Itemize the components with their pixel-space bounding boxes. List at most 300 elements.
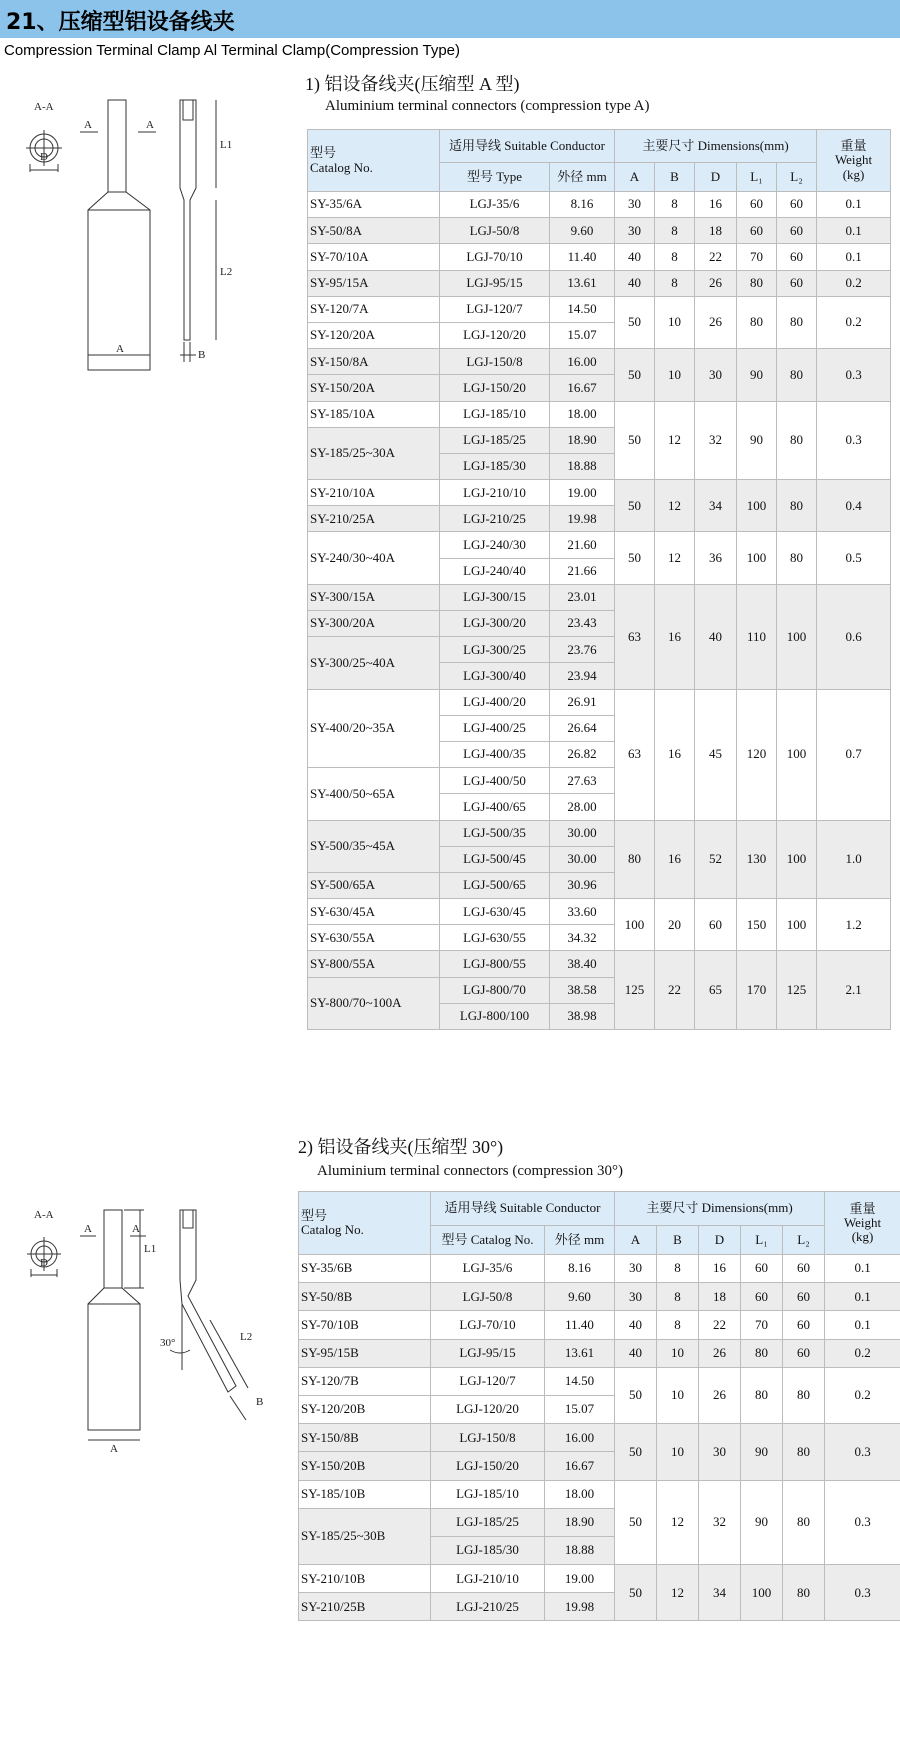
dim-l2-cell: 60 xyxy=(777,270,817,296)
header-weight: 重量 Weight (kg) xyxy=(817,130,891,192)
catalog-cell: SY-400/50~65A xyxy=(308,768,440,820)
dim-w-cell: 0.1 xyxy=(825,1255,900,1283)
conductor-type-cell: LGJ-210/25 xyxy=(440,506,550,532)
svg-text:L1: L1 xyxy=(144,1243,157,1255)
dim-w-cell: 0.3 xyxy=(825,1565,900,1621)
diameter-cell: 38.40 xyxy=(550,951,615,977)
table-row xyxy=(308,349,891,375)
table-row xyxy=(308,480,891,506)
conductor-type-cell: LGJ-630/45 xyxy=(440,899,550,925)
catalog-cell: SY-300/20A xyxy=(308,611,440,637)
diameter-cell: 16.00 xyxy=(550,349,615,375)
catalog-cell: SY-150/20A xyxy=(308,375,440,401)
diameter-cell: 21.66 xyxy=(550,558,615,584)
conductor-type-cell: LGJ-500/35 xyxy=(440,820,550,846)
table-row xyxy=(308,951,891,977)
dim-d-cell: 26 xyxy=(699,1367,741,1423)
header-a: A xyxy=(615,1226,657,1255)
table-row xyxy=(308,899,891,925)
header-type: 型号 Type xyxy=(440,163,550,192)
dim-d-cell: 16 xyxy=(695,192,737,218)
catalog-cell: SY-150/20B xyxy=(299,1452,431,1480)
svg-text:A: A xyxy=(132,1223,140,1235)
dim-b-cell: 12 xyxy=(655,532,695,584)
page-subtitle: Compression Terminal Clamp Al Terminal Clamp(Compression Type) xyxy=(4,42,460,59)
dim-l2-cell: 80 xyxy=(783,1367,825,1423)
dim-b-cell: 20 xyxy=(655,899,695,951)
dim-b-cell: 10 xyxy=(657,1339,699,1367)
dim-w-cell: 0.2 xyxy=(817,270,891,296)
diameter-cell: 30.00 xyxy=(550,820,615,846)
header-diameter: 外径 mm xyxy=(545,1226,615,1255)
dim-l2-cell: 80 xyxy=(777,349,817,401)
conductor-type-cell: LGJ-500/45 xyxy=(440,846,550,872)
table-row xyxy=(299,1424,900,1452)
dim-a-cell: 63 xyxy=(615,689,655,820)
dim-l1-cell: 110 xyxy=(737,584,777,689)
dim-b-cell: 16 xyxy=(655,689,695,820)
dim-l1-cell: 90 xyxy=(737,349,777,401)
dim-l2-cell: 80 xyxy=(777,401,817,480)
diameter-cell: 15.07 xyxy=(550,322,615,348)
dim-a-cell: 50 xyxy=(615,349,655,401)
dim-d-cell: 18 xyxy=(695,218,737,244)
diameter-cell: 19.00 xyxy=(550,480,615,506)
header-type: 型号 Catalog No. xyxy=(431,1226,545,1255)
diameter-cell: 21.60 xyxy=(550,532,615,558)
conductor-type-cell: LGJ-120/7 xyxy=(431,1367,545,1395)
table-row xyxy=(308,270,891,296)
dim-l1-cell: 170 xyxy=(737,951,777,1030)
dim-b-cell: 10 xyxy=(657,1367,699,1423)
dim-l2-cell: 80 xyxy=(777,480,817,532)
catalog-cell: SY-210/25B xyxy=(299,1593,431,1621)
table2-subtitle: Aluminium terminal connectors (compression 30°) xyxy=(317,1163,623,1179)
table1-subtitle: Aluminium terminal connectors (compression type A) xyxy=(325,98,650,114)
svg-text:D: D xyxy=(40,1257,48,1269)
catalog-cell: SY-150/8A xyxy=(308,349,440,375)
svg-text:A: A xyxy=(84,119,92,131)
conductor-type-cell: LGJ-185/25 xyxy=(440,427,550,453)
table-row xyxy=(299,1565,900,1593)
conductor-type-cell: LGJ-800/55 xyxy=(440,951,550,977)
catalog-cell: SY-185/10A xyxy=(308,401,440,427)
svg-text:30°: 30° xyxy=(160,1337,176,1349)
diameter-cell: 19.98 xyxy=(545,1593,615,1621)
catalog-cell: SY-120/7A xyxy=(308,296,440,322)
header-l2: L₂ xyxy=(783,1226,825,1255)
dim-d-cell: 40 xyxy=(695,584,737,689)
header-d: D xyxy=(695,163,737,192)
table-row xyxy=(308,689,891,715)
diameter-cell: 16.00 xyxy=(545,1424,615,1452)
svg-text:A: A xyxy=(110,1443,118,1455)
dim-b-cell: 12 xyxy=(657,1480,699,1565)
dim-w-cell: 0.7 xyxy=(817,689,891,820)
dim-l2-cell: 80 xyxy=(783,1424,825,1480)
header-dimensions: 主要尺寸 Dimensions(mm) xyxy=(615,130,817,163)
diameter-cell: 26.82 xyxy=(550,741,615,767)
diameter-cell: 8.16 xyxy=(545,1255,615,1283)
table-row xyxy=(299,1367,900,1395)
dim-l1-cell: 80 xyxy=(741,1367,783,1423)
dim-d-cell: 22 xyxy=(699,1311,741,1339)
catalog-cell: SY-185/25~30B xyxy=(299,1508,431,1564)
catalog-cell: SY-630/55A xyxy=(308,925,440,951)
header-diameter: 外径 mm xyxy=(550,163,615,192)
diameter-cell: 19.98 xyxy=(550,506,615,532)
dim-a-cell: 50 xyxy=(615,1367,657,1423)
conductor-type-cell: LGJ-120/20 xyxy=(431,1395,545,1423)
table-row xyxy=(308,244,891,270)
dim-l1-cell: 90 xyxy=(737,401,777,480)
dim-a-cell: 50 xyxy=(615,401,655,480)
diameter-cell: 13.61 xyxy=(545,1339,615,1367)
header-catalog: 型号 Catalog No. xyxy=(299,1192,431,1255)
header-b: B xyxy=(655,163,695,192)
diameter-cell: 34.32 xyxy=(550,925,615,951)
diameter-cell: 15.07 xyxy=(545,1395,615,1423)
dim-w-cell: 0.3 xyxy=(825,1424,900,1480)
header-conductor: 适用导线 Suitable Conductor xyxy=(440,130,615,163)
dim-w-cell: 2.1 xyxy=(817,951,891,1030)
diameter-cell: 18.88 xyxy=(545,1536,615,1564)
dim-d-cell: 30 xyxy=(695,349,737,401)
dim-w-cell: 0.1 xyxy=(817,244,891,270)
catalog-cell: SY-240/30~40A xyxy=(308,532,440,584)
table-row xyxy=(299,1480,900,1508)
svg-text:A-A: A-A xyxy=(34,1209,54,1221)
diameter-cell: 18.00 xyxy=(550,401,615,427)
diameter-cell: 27.63 xyxy=(550,768,615,794)
dim-w-cell: 0.1 xyxy=(825,1311,900,1339)
dim-w-cell: 0.1 xyxy=(825,1283,900,1311)
dim-b-cell: 16 xyxy=(655,584,695,689)
dim-b-cell: 8 xyxy=(657,1255,699,1283)
header-catalog: 型号 Catalog No. xyxy=(308,130,440,192)
dim-a-cell: 63 xyxy=(615,584,655,689)
dim-l2-cell: 60 xyxy=(783,1311,825,1339)
diameter-cell: 28.00 xyxy=(550,794,615,820)
dim-d-cell: 34 xyxy=(695,480,737,532)
dim-w-cell: 0.1 xyxy=(817,218,891,244)
dim-l2-cell: 60 xyxy=(783,1339,825,1367)
dim-w-cell: 0.2 xyxy=(825,1339,900,1367)
conductor-type-cell: LGJ-120/20 xyxy=(440,322,550,348)
dim-a-cell: 40 xyxy=(615,1339,657,1367)
conductor-type-cell: LGJ-185/10 xyxy=(440,401,550,427)
dim-a-cell: 125 xyxy=(615,951,655,1030)
dim-l1-cell: 80 xyxy=(737,270,777,296)
catalog-cell: SY-150/8B xyxy=(299,1424,431,1452)
dim-l1-cell: 80 xyxy=(737,296,777,348)
dim-b-cell: 10 xyxy=(655,296,695,348)
dim-b-cell: 12 xyxy=(655,401,695,480)
catalog-cell: SY-500/65A xyxy=(308,872,440,898)
conductor-type-cell: LGJ-185/10 xyxy=(431,1480,545,1508)
diameter-cell: 26.91 xyxy=(550,689,615,715)
table-row xyxy=(308,584,891,610)
dim-d-cell: 36 xyxy=(695,532,737,584)
dim-b-cell: 10 xyxy=(655,349,695,401)
header-l1: L₁ xyxy=(741,1226,783,1255)
dim-l1-cell: 90 xyxy=(741,1480,783,1565)
table-row xyxy=(308,532,891,558)
dim-a-cell: 80 xyxy=(615,820,655,899)
conductor-type-cell: LGJ-150/8 xyxy=(440,349,550,375)
conductor-type-cell: LGJ-400/65 xyxy=(440,794,550,820)
catalog-cell: SY-185/25~30A xyxy=(308,427,440,479)
dim-l2-cell: 80 xyxy=(777,532,817,584)
diameter-cell: 33.60 xyxy=(550,899,615,925)
dim-a-cell: 30 xyxy=(615,192,655,218)
catalog-cell: SY-120/20B xyxy=(299,1395,431,1423)
header-a: A xyxy=(615,163,655,192)
diameter-cell: 19.00 xyxy=(545,1565,615,1593)
svg-text:A-A: A-A xyxy=(34,101,54,113)
conductor-type-cell: LGJ-95/15 xyxy=(440,270,550,296)
table2-title: 2) 铝设备线夹(压缩型 30°) xyxy=(298,1137,504,1157)
dim-d-cell: 52 xyxy=(695,820,737,899)
dim-w-cell: 1.2 xyxy=(817,899,891,951)
dim-w-cell: 1.0 xyxy=(817,820,891,899)
header-weight: 重量 Weight (kg) xyxy=(825,1192,900,1255)
catalog-cell: SY-120/20A xyxy=(308,322,440,348)
conductor-type-cell: LGJ-500/65 xyxy=(440,872,550,898)
conductor-type-cell: LGJ-120/7 xyxy=(440,296,550,322)
diameter-cell: 16.67 xyxy=(550,375,615,401)
table-row xyxy=(299,1283,900,1311)
catalog-cell: SY-35/6B xyxy=(299,1255,431,1283)
diameter-cell: 38.58 xyxy=(550,977,615,1003)
spec-table-type-a xyxy=(307,129,891,1030)
dim-l2-cell: 80 xyxy=(777,296,817,348)
header-d: D xyxy=(699,1226,741,1255)
table-row xyxy=(299,1339,900,1367)
conductor-type-cell: LGJ-35/6 xyxy=(440,192,550,218)
conductor-type-cell: LGJ-400/20 xyxy=(440,689,550,715)
catalog-cell: SY-185/10B xyxy=(299,1480,431,1508)
catalog-cell: SY-210/10A xyxy=(308,480,440,506)
diameter-cell: 11.40 xyxy=(550,244,615,270)
conductor-type-cell: LGJ-70/10 xyxy=(440,244,550,270)
dim-a-cell: 30 xyxy=(615,1255,657,1283)
spec-table-type-30 xyxy=(298,1191,900,1621)
conductor-type-cell: LGJ-300/15 xyxy=(440,584,550,610)
dim-b-cell: 8 xyxy=(657,1311,699,1339)
catalog-cell: SY-95/15A xyxy=(308,270,440,296)
dim-a-cell: 30 xyxy=(615,1283,657,1311)
catalog-cell: SY-400/20~35A xyxy=(308,689,440,768)
table-row xyxy=(308,820,891,846)
conductor-type-cell: LGJ-150/8 xyxy=(431,1424,545,1452)
diameter-cell: 16.67 xyxy=(545,1452,615,1480)
dim-l1-cell: 90 xyxy=(741,1424,783,1480)
dim-d-cell: 26 xyxy=(695,296,737,348)
catalog-cell: SY-800/70~100A xyxy=(308,977,440,1029)
dim-l1-cell: 60 xyxy=(741,1283,783,1311)
dim-b-cell: 8 xyxy=(657,1283,699,1311)
catalog-cell: SY-210/25A xyxy=(308,506,440,532)
catalog-cell: SY-50/8B xyxy=(299,1283,431,1311)
diameter-cell: 23.76 xyxy=(550,637,615,663)
table-row xyxy=(299,1311,900,1339)
conductor-type-cell: LGJ-50/8 xyxy=(440,218,550,244)
dim-b-cell: 8 xyxy=(655,244,695,270)
conductor-type-cell: LGJ-95/15 xyxy=(431,1339,545,1367)
diameter-cell: 30.96 xyxy=(550,872,615,898)
conductor-type-cell: LGJ-185/30 xyxy=(440,453,550,479)
dim-a-cell: 40 xyxy=(615,1311,657,1339)
diameter-cell: 9.60 xyxy=(545,1283,615,1311)
header-conductor: 适用导线 Suitable Conductor xyxy=(431,1192,615,1226)
diameter-cell: 26.64 xyxy=(550,715,615,741)
dim-l2-cell: 125 xyxy=(777,951,817,1030)
drawing-type-a xyxy=(0,90,300,410)
dim-l2-cell: 60 xyxy=(777,244,817,270)
dim-w-cell: 0.3 xyxy=(817,349,891,401)
diameter-cell: 23.01 xyxy=(550,584,615,610)
diameter-cell: 18.90 xyxy=(545,1508,615,1536)
dim-b-cell: 12 xyxy=(655,480,695,532)
dim-l1-cell: 120 xyxy=(737,689,777,820)
svg-text:B: B xyxy=(198,349,206,361)
svg-text:A: A xyxy=(116,343,124,355)
catalog-cell: SY-70/10A xyxy=(308,244,440,270)
conductor-type-cell: LGJ-300/25 xyxy=(440,637,550,663)
dim-l1-cell: 60 xyxy=(737,218,777,244)
dim-d-cell: 30 xyxy=(699,1424,741,1480)
catalog-cell: SY-300/15A xyxy=(308,584,440,610)
conductor-type-cell: LGJ-210/25 xyxy=(431,1593,545,1621)
dim-l1-cell: 60 xyxy=(737,192,777,218)
diameter-cell: 14.50 xyxy=(550,296,615,322)
header-dimensions: 主要尺寸 Dimensions(mm) xyxy=(615,1192,825,1226)
conductor-type-cell: LGJ-300/20 xyxy=(440,611,550,637)
table-row xyxy=(299,1255,900,1283)
table-row xyxy=(308,296,891,322)
diameter-cell: 11.40 xyxy=(545,1311,615,1339)
dim-l2-cell: 60 xyxy=(783,1283,825,1311)
dim-w-cell: 0.2 xyxy=(817,296,891,348)
catalog-cell: SY-50/8A xyxy=(308,218,440,244)
dim-l2-cell: 100 xyxy=(777,820,817,899)
drawing-type-30 xyxy=(0,1200,300,1460)
dim-w-cell: 0.5 xyxy=(817,532,891,584)
conductor-type-cell: LGJ-185/25 xyxy=(431,1508,545,1536)
dim-d-cell: 32 xyxy=(695,401,737,480)
dim-l2-cell: 60 xyxy=(777,192,817,218)
diameter-cell: 23.94 xyxy=(550,663,615,689)
dim-a-cell: 40 xyxy=(615,270,655,296)
conductor-type-cell: LGJ-240/40 xyxy=(440,558,550,584)
dim-l2-cell: 80 xyxy=(783,1565,825,1621)
dim-a-cell: 50 xyxy=(615,1480,657,1565)
diameter-cell: 8.16 xyxy=(550,192,615,218)
dim-l2-cell: 80 xyxy=(783,1480,825,1565)
table-row xyxy=(308,401,891,427)
dim-a-cell: 50 xyxy=(615,1424,657,1480)
catalog-cell: SY-300/25~40A xyxy=(308,637,440,689)
diameter-cell: 13.61 xyxy=(550,270,615,296)
dim-l2-cell: 100 xyxy=(777,584,817,689)
dim-l1-cell: 100 xyxy=(737,532,777,584)
dim-a-cell: 30 xyxy=(615,218,655,244)
dim-b-cell: 22 xyxy=(655,951,695,1030)
dim-a-cell: 40 xyxy=(615,244,655,270)
catalog-cell: SY-70/10B xyxy=(299,1311,431,1339)
dim-l1-cell: 130 xyxy=(737,820,777,899)
header-l2: L₂ xyxy=(777,163,817,192)
conductor-type-cell: LGJ-150/20 xyxy=(440,375,550,401)
dim-a-cell: 50 xyxy=(615,1565,657,1621)
diameter-cell: 30.00 xyxy=(550,846,615,872)
diameter-cell: 18.00 xyxy=(545,1480,615,1508)
dim-l1-cell: 70 xyxy=(737,244,777,270)
dim-l2-cell: 100 xyxy=(777,689,817,820)
conductor-type-cell: LGJ-150/20 xyxy=(431,1452,545,1480)
conductor-type-cell: LGJ-300/40 xyxy=(440,663,550,689)
svg-text:A: A xyxy=(84,1223,92,1235)
dim-l1-cell: 80 xyxy=(741,1339,783,1367)
conductor-type-cell: LGJ-800/70 xyxy=(440,977,550,1003)
conductor-type-cell: LGJ-185/30 xyxy=(431,1536,545,1564)
dim-d-cell: 26 xyxy=(699,1339,741,1367)
dim-l2-cell: 100 xyxy=(777,899,817,951)
svg-text:L1: L1 xyxy=(220,139,233,151)
conductor-type-cell: LGJ-400/50 xyxy=(440,768,550,794)
dim-w-cell: 0.6 xyxy=(817,584,891,689)
page-title: 21、压缩型铝设备线夹 xyxy=(6,10,235,35)
dim-a-cell: 100 xyxy=(615,899,655,951)
svg-text:L2: L2 xyxy=(240,1331,253,1343)
table-row xyxy=(308,218,891,244)
dim-d-cell: 16 xyxy=(699,1255,741,1283)
catalog-cell: SY-630/45A xyxy=(308,899,440,925)
conductor-type-cell: LGJ-210/10 xyxy=(440,480,550,506)
dim-l2-cell: 60 xyxy=(777,218,817,244)
diameter-cell: 23.43 xyxy=(550,611,615,637)
catalog-cell: SY-35/6A xyxy=(308,192,440,218)
dim-l1-cell: 60 xyxy=(741,1255,783,1283)
header-l1: L₁ xyxy=(737,163,777,192)
catalog-cell: SY-95/15B xyxy=(299,1339,431,1367)
dim-d-cell: 34 xyxy=(699,1565,741,1621)
dim-b-cell: 8 xyxy=(655,218,695,244)
dim-a-cell: 50 xyxy=(615,532,655,584)
conductor-type-cell: LGJ-35/6 xyxy=(431,1255,545,1283)
conductor-type-cell: LGJ-240/30 xyxy=(440,532,550,558)
dim-b-cell: 16 xyxy=(655,820,695,899)
conductor-type-cell: LGJ-800/100 xyxy=(440,1003,550,1029)
conductor-type-cell: LGJ-210/10 xyxy=(431,1565,545,1593)
conductor-type-cell: LGJ-50/8 xyxy=(431,1283,545,1311)
dim-d-cell: 18 xyxy=(699,1283,741,1311)
header-b: B xyxy=(657,1226,699,1255)
dim-d-cell: 60 xyxy=(695,899,737,951)
dim-b-cell: 8 xyxy=(655,192,695,218)
dim-l1-cell: 70 xyxy=(741,1311,783,1339)
dim-l1-cell: 150 xyxy=(737,899,777,951)
dim-l1-cell: 100 xyxy=(741,1565,783,1621)
dim-b-cell: 8 xyxy=(655,270,695,296)
svg-text:D: D xyxy=(40,151,48,163)
svg-text:A: A xyxy=(146,119,154,131)
header-bar xyxy=(0,0,900,38)
catalog-cell: SY-500/35~45A xyxy=(308,820,440,872)
conductor-type-cell: LGJ-400/35 xyxy=(440,741,550,767)
catalog-cell: SY-210/10B xyxy=(299,1565,431,1593)
